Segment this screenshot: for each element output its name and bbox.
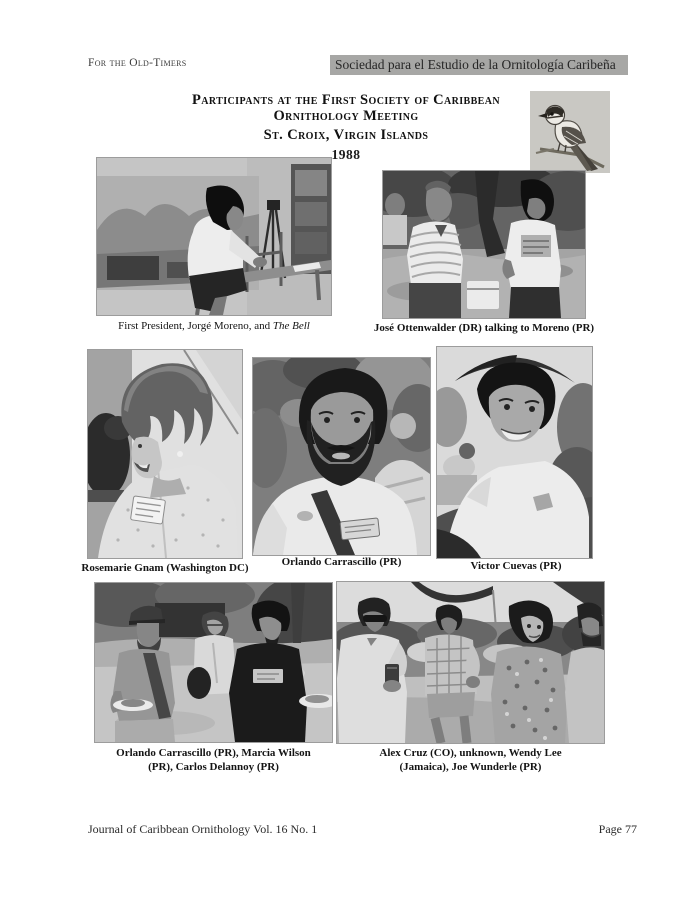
caption-italic-text: The Bell: [272, 320, 310, 332]
photo-moreno-and-the-bell: [97, 158, 331, 315]
journal-footer: Journal of Caribbean Ornithology Vol. 16 No. 1: [88, 822, 318, 836]
caption-line-1: Alex Cruz (CO), unknown, Wendy Lee: [379, 747, 562, 759]
title-line-3: St. Croix, Virgin Islands: [263, 127, 429, 143]
photo-carrascillo-wilson-delannoy: [95, 583, 332, 742]
photo-cruz-lee-wunderle: [337, 582, 604, 743]
page-number: Page 77: [598, 822, 637, 836]
photo-group-right-image: [337, 582, 604, 743]
photo-caption-group-right: [337, 747, 604, 774]
photo-caption-group-left: [95, 747, 332, 774]
bird-illustration-box: [530, 91, 610, 173]
title-year: 1988: [331, 147, 361, 162]
photo-caption-gnam: Rosemarie Gnam (Washington DC): [81, 562, 249, 574]
caption-line-2: (PR), Carlos Delannoy (PR): [148, 760, 279, 773]
caption-text: First President, Jorgé Moreno, and: [118, 320, 273, 332]
title-line-1: Participants at the First Society of Caribbean: [192, 92, 500, 108]
section-heading: For the Old-Timers: [88, 57, 187, 69]
photo-caption-ottenwalder: José Ottenwalder (DR) talking to Moreno (PR): [373, 322, 595, 334]
bird-icon: [530, 91, 610, 173]
photo-caption-moreno: [97, 320, 331, 334]
page-title: [88, 92, 604, 163]
photo-victor-cuevas: [437, 347, 592, 558]
title-line-2: Ornithology Meeting: [273, 108, 419, 124]
photo-caption-cuevas: Victor Cuevas (PR): [470, 560, 562, 572]
photo-orlando-carrascillo: [253, 358, 430, 555]
photo-cuevas-image: [437, 347, 592, 558]
photo-ottenwalder-image: [383, 171, 585, 318]
photo-ottenwalder-moreno: [383, 171, 585, 318]
society-banner: Sociedad para el Estudio de la Ornitología Caribeña: [330, 55, 628, 75]
photo-moreno-image: [97, 158, 331, 315]
photo-gnam-image: [88, 350, 242, 558]
photo-carrascillo-image: [253, 358, 430, 555]
photo-rosemarie-gnam: [88, 350, 242, 558]
photo-caption-carrascillo: Orlando Carrascillo (PR): [281, 556, 402, 568]
photo-group-left-image: [95, 583, 332, 742]
caption-line-2: (Jamaica), Joe Wunderle (PR): [399, 760, 542, 773]
caption-line-1: Orlando Carrascillo (PR), Marcia Wilson: [116, 747, 311, 759]
